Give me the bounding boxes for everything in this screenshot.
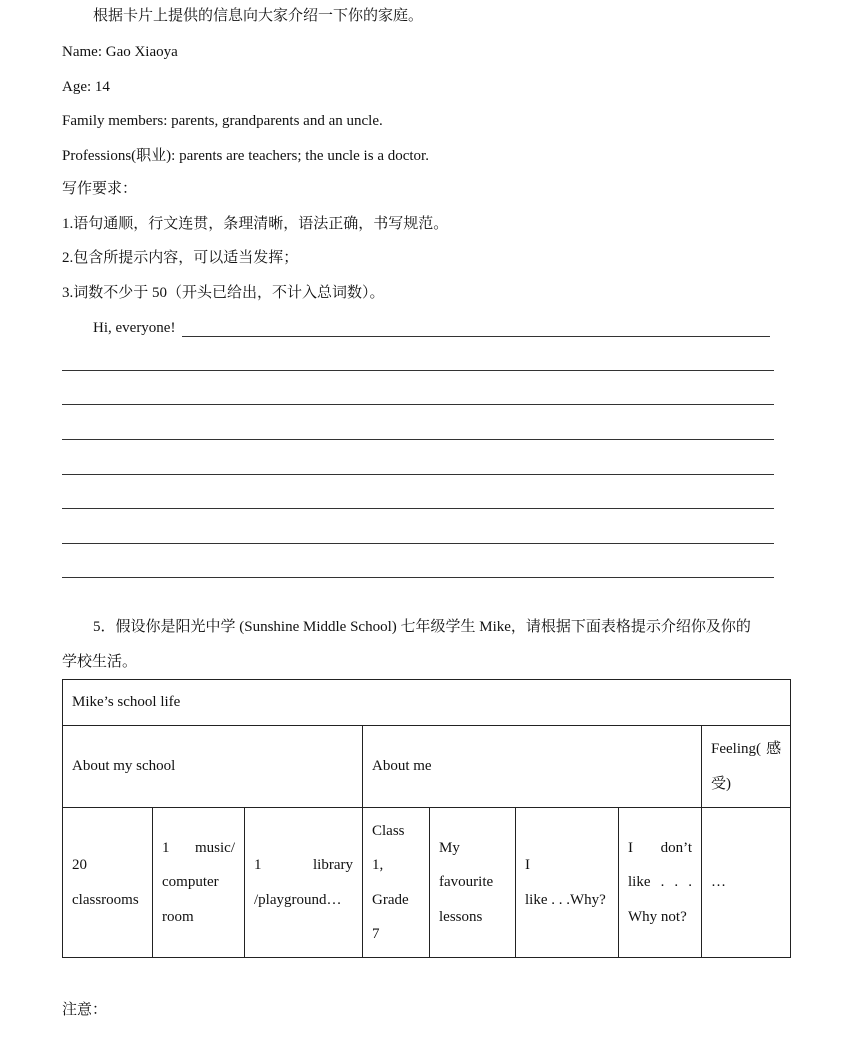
question-5-line-2: 学校生活。: [62, 654, 138, 670]
cell-class-grade: Class 1, Grade 7: [363, 808, 430, 958]
school-life-table: [62, 679, 791, 958]
intro-line: 根据卡片上提供的信息向大家介绍一下你的家庭。: [93, 8, 424, 24]
header-about-me: About me: [363, 726, 702, 808]
cell-ellipsis: …: [702, 808, 791, 958]
requirements-heading: 写作要求：: [62, 181, 138, 197]
answer-line[interactable]: [62, 370, 774, 371]
answer-line[interactable]: [182, 336, 770, 337]
note-label: 注意：: [62, 1002, 108, 1018]
answer-line[interactable]: [62, 439, 774, 440]
table-title: Mike’s school life: [63, 680, 791, 726]
header-about-school: About my school: [63, 726, 363, 808]
cell-favourite-lessons: My favourite lessons: [430, 808, 516, 958]
requirement-item: 3.词数不少于 50（开头已给出，不计入总词数）。: [62, 285, 385, 301]
card-age: Age: 14: [62, 79, 110, 95]
card-name: Name: Gao Xiaoya: [62, 44, 178, 60]
question-5-line-1: 5．假设你是阳光中学 (Sunshine Middle School) 七年级学生 Mike，请根据下面表格提示介绍你及你的: [93, 619, 751, 635]
essay-opening: Hi, everyone!: [93, 320, 176, 336]
cell-like: I like . . .Why?: [516, 808, 619, 958]
answer-line[interactable]: [62, 543, 774, 544]
cell-dont-like: I don’t like . . . Why not?: [619, 808, 702, 958]
cell-classrooms: 20 classrooms: [63, 808, 153, 958]
cell-library: 1 library /playground…: [245, 808, 363, 958]
card-family: Family members: parents, grandparents and an uncle.: [62, 113, 383, 129]
requirement-item: 1.语句通顺，行文连贯，条理清晰，语法正确，书写规范。: [62, 216, 449, 232]
answer-line[interactable]: [62, 577, 774, 578]
card-professions: Professions(职业): parents are teachers; the uncle is a doctor.: [62, 148, 429, 164]
answer-line[interactable]: [62, 508, 774, 509]
requirement-item: 2.包含所提示内容，可以适当发挥；: [62, 250, 299, 266]
header-feeling: Feeling( 感 受): [702, 726, 791, 808]
answer-line[interactable]: [62, 404, 774, 405]
answer-line[interactable]: [62, 474, 774, 475]
cell-music-room: 1 music/ computer room: [153, 808, 245, 958]
